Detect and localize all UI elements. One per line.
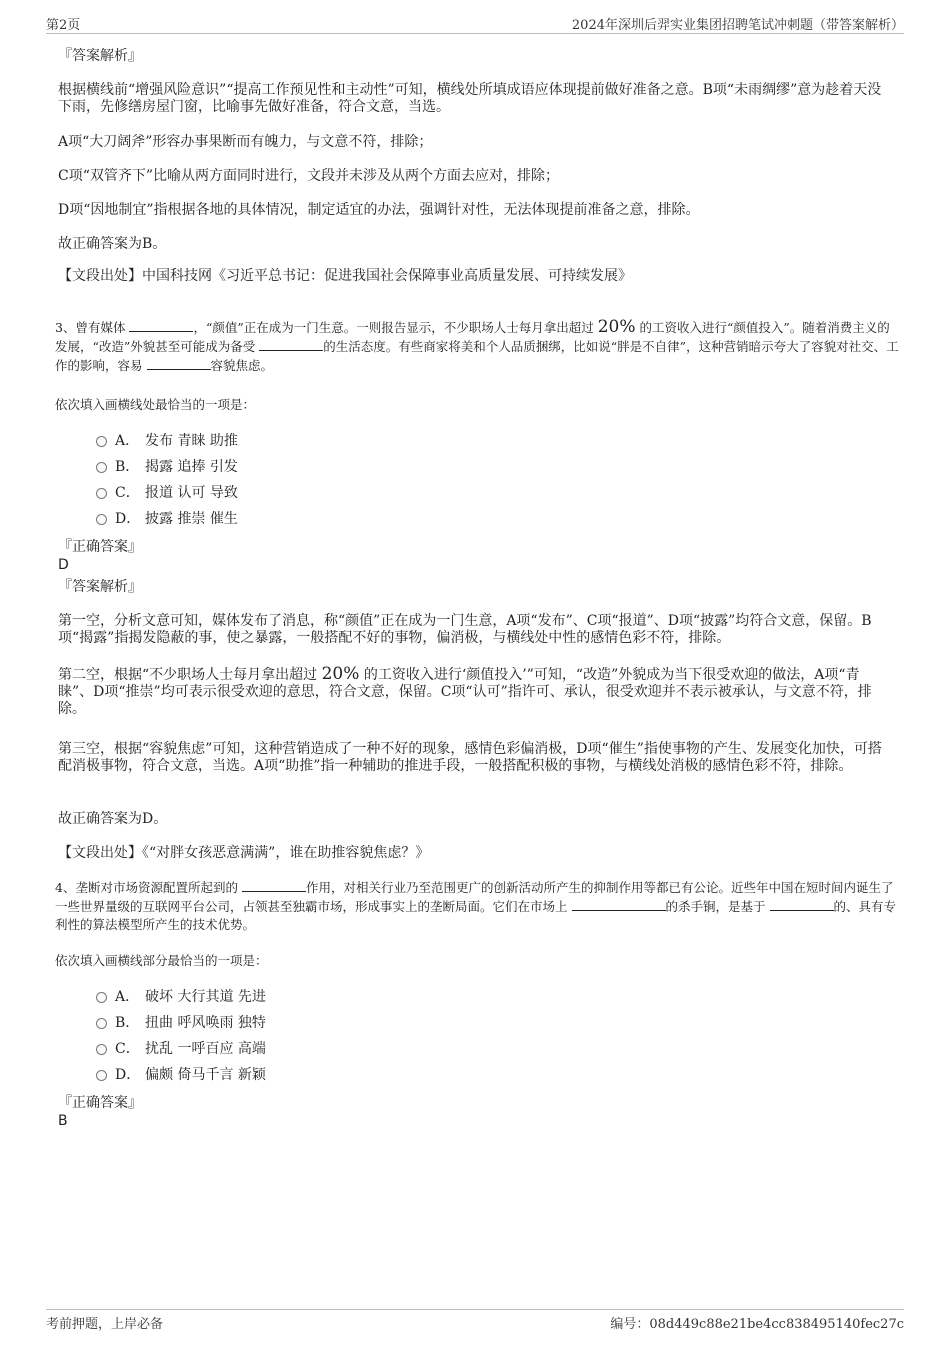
q2-analysis-p2: A项“大刀阔斧”形容办事果断而有魄力，与文意不符，排除；	[58, 134, 433, 150]
q4-blank-1	[242, 878, 306, 892]
q2-source: 【文段出处】中国科技网《习近平总书记：促进我国社会保障事业高质量发展、可持续发展》	[58, 268, 632, 284]
q4-answer-title: 『正确答案』	[58, 1095, 142, 1111]
q4-option-a[interactable]: A． 破坏 大行其道 先进	[96, 988, 266, 1006]
q3-analysis-p3: 第三空，根据“容貌焦虑”可知，这种营销造成了一种不好的现象，感情色彩偏消极，D项“催生”指使事物的产生、发展变化加快，可搭配消极事物，符合文意，当选。A项“助推”指一种辅助的推进手段，一般搭配积极的事物，与横线处消极的感情色彩不符，排除。	[58, 741, 882, 774]
q4-option-d[interactable]: D． 偏颇 倚马千言 新颖	[96, 1066, 266, 1084]
q3-option-b[interactable]: B． 揭露 追捧 引发	[96, 458, 238, 476]
q2-analysis-p1: 根据横线前“增强风险意识”“提高工作预见性和主动性”可知，横线处所填成语应体现提前做好准备之意。B项“未雨绸缪”意为趁着天没下雨，先修缮房屋门窗，比喻事先做好准备，符合文意，当选。	[58, 82, 882, 115]
radio-icon[interactable]	[96, 1070, 107, 1081]
q2-analysis-title: 『答案解析』	[58, 48, 142, 64]
q3-stem: 3、曾有媒体 ，“颜值”正在成为一门生意。一则报告显示，不少职场人士每月拿出超过 20% 的工资收入进行“颜值投入”。随着消费主义的发展，“改造”外貌甚至可能成为备受 的生活态度。有些商家将美和个人品质捆绑，比如说“胖是不自律”，这种营销暗示夸大了容貌对社交、工作的影响，容易 容貌焦虑。	[55, 317, 899, 373]
radio-icon[interactable]	[96, 992, 107, 1003]
q3-answer-title: 『正确答案』	[58, 539, 142, 555]
q4-answer: B	[58, 1113, 68, 1129]
page-number: 第2页	[46, 18, 81, 33]
radio-icon[interactable]	[96, 488, 107, 499]
document-title: 2024年深圳后羿实业集团招聘笔试冲刺题（带答案解析）	[571, 18, 904, 33]
q4-blank-3	[770, 897, 834, 911]
q2-analysis-p4: D项“因地制宜”指根据各地的具体情况，制定适宜的办法，强调针对性，无法体现提前准备之意，排除。	[58, 202, 700, 218]
q2-analysis-p3: C项“双管齐下”比喻从两方面同时进行，文段并未涉及从两个方面去应对，排除；	[58, 168, 560, 184]
q3-blank-3	[147, 356, 211, 370]
q4-prompt: 依次填入画横线部分最恰当的一项是：	[55, 953, 268, 968]
q3-option-c[interactable]: C． 报道 认可 导致	[96, 484, 238, 502]
header-divider	[46, 33, 904, 34]
q3-option-a[interactable]: A． 发布 青睐 助推	[96, 432, 238, 450]
q3-prompt: 依次填入画横线处最恰当的一项是：	[55, 397, 256, 412]
footer-divider	[46, 1309, 904, 1310]
q3-option-d[interactable]: D． 披露 推崇 催生	[96, 510, 238, 528]
q3-analysis-p2: 第二空，根据“不少职场人士每月拿出超过 20% 的工资收入进行‘颜值投入’”可知，“改造”外貌成为当下很受欢迎的做法，A项“青睐”、D项“推崇”均可表示很受欢迎的意思，符合文意，保留。C项“认可”指许可、承认，很受欢迎并不表示被承认，与文意不符，排除。	[58, 664, 872, 717]
q2-conclusion: 故正确答案为B。	[58, 236, 167, 252]
page-header	[46, 14, 904, 34]
q4-option-c[interactable]: C． 扰乱 一呼百应 高端	[96, 1040, 266, 1058]
q3-analysis-title: 『答案解析』	[58, 579, 142, 595]
radio-icon[interactable]	[96, 462, 107, 473]
q4-stem: 4、垄断对市场资源配置所起到的 作用，对相关行业乃至范围更广的创新活动所产生的抑制作用等都已有公论。近些年中国在短时间内诞生了一些世界量级的互联网平台公司，占领甚至独霸市场，形成事实上的垄断局面。它们在市场上 的杀手锏，是基于 的、具有专利性的算法模型所产生的技术优势。	[55, 880, 897, 932]
q4-option-b[interactable]: B． 扭曲 呼风唤雨 独特	[96, 1014, 266, 1032]
q3-source: 【文段出处】《“对胖女孩恶意满满”，谁在助推容貌焦虑？》	[58, 845, 430, 861]
q3-conclusion: 故正确答案为D。	[58, 811, 168, 827]
q3-percent: 20%	[597, 317, 636, 337]
q4-blank-2	[572, 897, 666, 911]
radio-icon[interactable]	[96, 1018, 107, 1029]
q3-analysis-percent: 20%	[321, 664, 360, 684]
q3-blank-1	[129, 318, 193, 332]
radio-icon[interactable]	[96, 436, 107, 447]
radio-icon[interactable]	[96, 514, 107, 525]
document-id: 编号：08d449c88e21be4cc838495140fec27c	[610, 1317, 904, 1332]
q3-answer: D	[58, 557, 69, 573]
q3-blank-2	[259, 337, 323, 351]
footer-slogan: 考前押题，上岸必备	[46, 1317, 164, 1332]
radio-icon[interactable]	[96, 1044, 107, 1055]
q3-analysis-p1: 第一空，分析文意可知，媒体发布了消息，称“颜值”正在成为一门生意，A项“发布”、C项“报道”、D项“披露”均符合文意，保留。B项“揭露”指揭发隐蔽的事，使之暴露，一般搭配不好的事物，偏消极，与横线处中性的感情色彩不符，排除。	[58, 613, 872, 646]
